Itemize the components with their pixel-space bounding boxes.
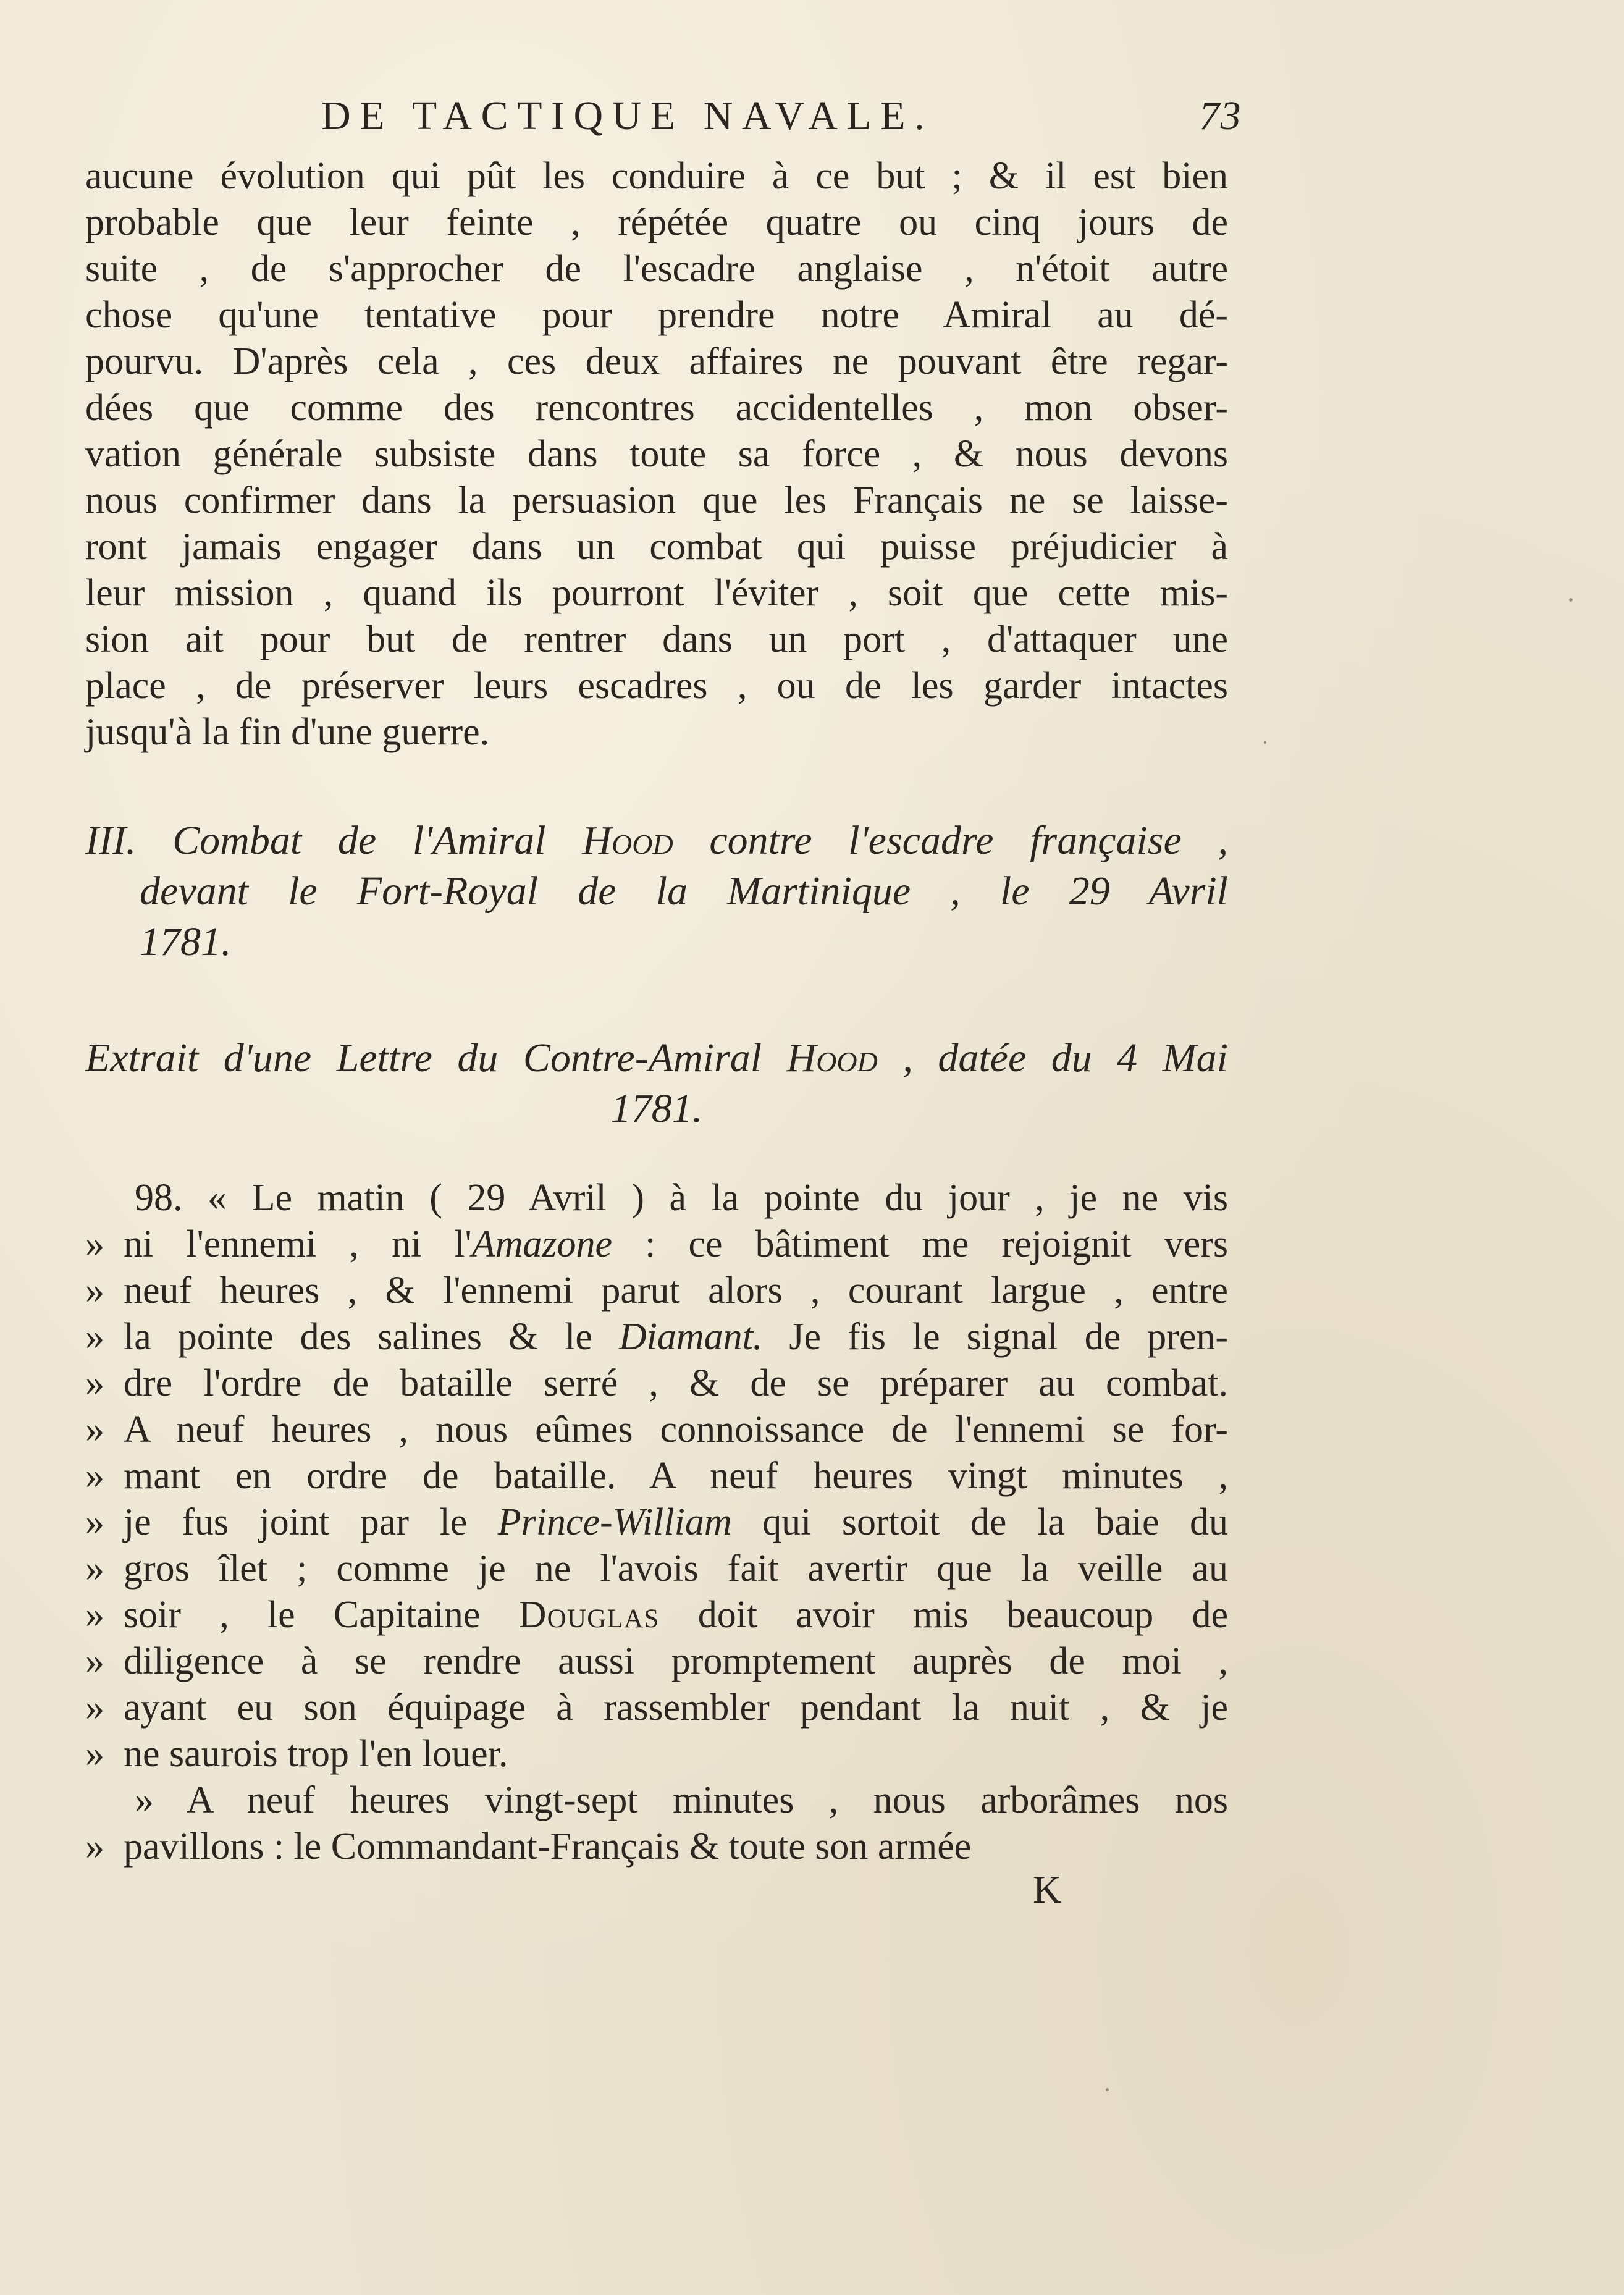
letter-line-text: ayant eu son équipage à rassembler pendant la nuit , & je xyxy=(124,1687,1228,1729)
letter-line-text: dre l'ordre de bataille serré , & de se préparer au combat. xyxy=(124,1362,1228,1404)
letter-line-text: pavillons : le Commandant-Français & toute son armée xyxy=(124,1825,972,1868)
section-heading-line-3: 1781. xyxy=(140,919,232,964)
letter-line xyxy=(85,1546,1228,1592)
letter-line-text: gros îlet ; comme je ne l'avois fait avertir que la veille au xyxy=(124,1548,1228,1590)
letter-line xyxy=(85,1268,1228,1314)
letter-line xyxy=(85,1453,1228,1499)
italic-name: Amazone xyxy=(471,1223,612,1265)
signature-mark: K xyxy=(1033,1868,1064,1911)
paper-speck xyxy=(1264,741,1266,744)
letter-line-text: : ce bâtiment me rejoignit vers xyxy=(612,1223,1229,1265)
letter-line xyxy=(85,1175,1228,1221)
paper-speck xyxy=(1106,2088,1109,2091)
letter-line-text: je fus joint par le xyxy=(124,1501,498,1543)
subheading-line-2: 1781. xyxy=(610,1086,703,1131)
letter-line xyxy=(85,1824,1228,1870)
letter-line xyxy=(85,1685,1228,1731)
text-line: aucune évolution qui pût les conduire à ce but ; & il est bien xyxy=(85,155,1228,197)
letter-line xyxy=(85,1314,1228,1360)
quote-mark: » xyxy=(85,1548,104,1590)
text-line: pourvu. D'après cela , ces deux affaires ne pouvant être regar- xyxy=(85,340,1228,382)
quote-mark: » xyxy=(85,1733,104,1775)
letter-line xyxy=(85,1360,1228,1407)
text-line: probable que leur feinte , répétée quatre ou cinq jours de xyxy=(85,201,1228,243)
quote-mark: » xyxy=(85,1455,104,1497)
letter-line-text: 98. « Le matin ( 29 Avril ) à la pointe du jour , je ne vis xyxy=(135,1177,1228,1219)
letter-line xyxy=(85,1407,1228,1453)
letter-line-text: ni l'ennemi , ni l' xyxy=(124,1223,472,1265)
letter-line-text: soir , le Capitaine xyxy=(124,1594,519,1636)
letter-line-text: A neuf heures , nous eûmes connoissance de l'ennemi se for- xyxy=(124,1409,1228,1451)
italic-name: Diamant. xyxy=(618,1316,763,1358)
text-line: chose qu'une tentative pour prendre notre Amiral au dé- xyxy=(85,294,1228,336)
italic-name: Prince-William xyxy=(497,1501,732,1543)
letter-line xyxy=(85,1638,1228,1685)
text-line: nous confirmer dans la persuasion que les Français ne se laisse- xyxy=(85,479,1228,521)
letter-line xyxy=(85,1777,1228,1824)
letter-line xyxy=(85,1499,1228,1546)
page-number: 73 xyxy=(1199,93,1242,138)
quote-mark: » xyxy=(85,1687,104,1729)
letter-line-text: diligence à se rendre aussi promptement auprès de moi , xyxy=(124,1640,1228,1682)
letter-line-text: qui sortoit de la baie du xyxy=(731,1501,1229,1543)
text-line: vation générale subsiste dans toute sa force , & nous devons xyxy=(85,433,1228,475)
text-line: leur mission , quand ils pourront l'éviter , soit que cette mis- xyxy=(85,572,1228,614)
section-heading-line-1: III. Combat de l'Amiral Hood contre l'escadre française , xyxy=(85,818,1229,863)
letter-line-text: doit avoir mis beaucoup de xyxy=(659,1594,1228,1636)
letter-line-text: ne saurois trop l'en louer. xyxy=(124,1733,508,1775)
quote-mark: » xyxy=(85,1594,104,1636)
letter-line-text: neuf heures , & l'ennemi parut alors , courant largue , entre xyxy=(124,1270,1228,1312)
letter-line xyxy=(85,1592,1228,1638)
section-heading-line-2: devant le Fort-Royal de la Martinique , le 29 Avril xyxy=(140,869,1228,914)
letter-text xyxy=(85,1175,1228,1870)
letter-line-text: la pointe des salines & le xyxy=(124,1316,619,1358)
quote-mark: » xyxy=(85,1825,104,1868)
letter-line-text: » A neuf heures vingt-sept minutes , nous arborâmes nos xyxy=(135,1779,1228,1821)
subheading-line-1: Extrait d'une Lettre du Contre-Amiral Hood , datée du 4 Mai xyxy=(85,1035,1228,1080)
letter-line-text: mant en ordre de bataille. A neuf heures vingt minutes , xyxy=(124,1455,1228,1497)
text-line: place , de préserver leurs escadres , ou de les garder intactes xyxy=(85,665,1228,707)
paper-speck xyxy=(1569,598,1573,602)
quote-mark: » xyxy=(85,1270,104,1312)
running-head-title: DE TACTIQUE NAVALE. xyxy=(321,93,934,138)
letter-subheading xyxy=(85,1033,1228,1134)
quote-mark: » xyxy=(85,1362,104,1404)
small-caps-name: Douglas xyxy=(518,1594,660,1636)
body-paragraph xyxy=(85,153,1228,756)
letter-line xyxy=(85,1731,1228,1777)
text-line: ront jamais engager dans un combat qui puisse préjudicier à xyxy=(85,526,1228,568)
quote-mark: » xyxy=(85,1223,104,1265)
text-line: sion ait pour but de rentrer dans un port , d'attaquer une xyxy=(85,618,1228,660)
quote-mark: » xyxy=(85,1316,104,1358)
quote-mark: » xyxy=(85,1640,104,1682)
quote-mark: » xyxy=(85,1501,104,1543)
text-line: dées que comme des rencontres accidentelles , mon obser- xyxy=(85,387,1228,429)
letter-line xyxy=(85,1221,1228,1268)
section-heading xyxy=(85,815,1228,967)
text-line: suite , de s'approcher de l'escadre anglaise , n'étoit autre xyxy=(85,248,1228,290)
text-line: jusqu'à la fin d'une guerre. xyxy=(85,711,490,753)
quote-mark: » xyxy=(85,1409,104,1451)
letter-line-text: Je fis le signal de pren- xyxy=(762,1316,1228,1358)
